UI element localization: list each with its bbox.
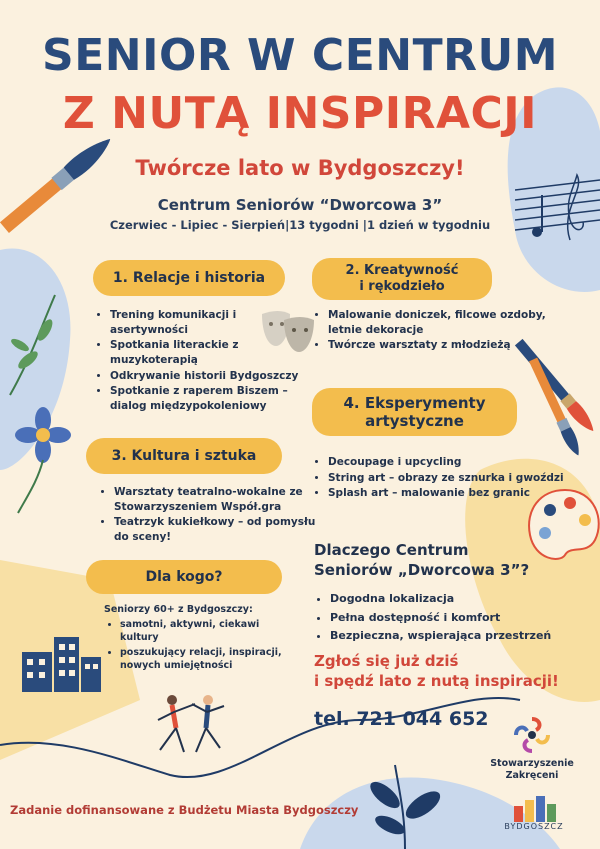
section-eksperymenty-title bbox=[312, 388, 517, 436]
city-logo-text: BYDGOSZCZ bbox=[504, 822, 564, 831]
association-line2: Zakręceni bbox=[505, 770, 559, 782]
section-eksperymenty-list bbox=[312, 455, 568, 502]
list-item: • Spotkanie z raperem Biszem – dialog międzypokoleniowy bbox=[110, 384, 315, 413]
section-kreatywnosc-list bbox=[312, 308, 558, 354]
phone-number[interactable]: tel. 721 044 652 bbox=[314, 708, 489, 730]
association-line1: Stowarzyszenie bbox=[490, 758, 574, 769]
section-kultura-list bbox=[98, 485, 324, 546]
center-name: Centrum Seniorów “Dworcowa 3” bbox=[157, 196, 443, 214]
music-note-icon bbox=[515, 170, 600, 260]
plant-leaves-icon bbox=[355, 755, 455, 849]
cta-line2: i spędź lato z nutą inspiracji! bbox=[314, 671, 559, 690]
list-item: • Teatrzyk kukiełkowy – od pomysłu do sceny! bbox=[114, 515, 324, 544]
city-logo-icon bbox=[512, 796, 560, 822]
section-eksperymenty-title-line2: artystyczne bbox=[365, 412, 464, 430]
dancers-icon bbox=[150, 690, 240, 770]
why-heading bbox=[314, 540, 584, 581]
funding-footer: Zadanie dofinansowane z Budżetu Miasta Bydgoszczy bbox=[10, 803, 359, 817]
list-item: • Pełna dostępność i komfort bbox=[330, 609, 600, 627]
association-name bbox=[484, 758, 580, 783]
list-item: • Warsztaty teatralno-wokalne ze Stowarzyszeniem Współ.gra bbox=[114, 485, 324, 514]
list-item: • samotni, aktywni, ciekawi kultury bbox=[120, 618, 300, 645]
list-item: • Decoupage i upcycling bbox=[328, 455, 568, 470]
list-item: • Twórcze warsztaty z młodzieżą bbox=[328, 338, 558, 353]
call-to-action bbox=[314, 652, 594, 691]
section-dla-kogo-title: Dla kogo? bbox=[86, 560, 282, 594]
cta-line1: Zgłoś się już dziś bbox=[314, 652, 459, 670]
list-item: • poszukujący relacji, inspiracji, nowych umiejętności bbox=[120, 646, 300, 673]
section-kreatywnosc-title-line1: 2. Kreatywność bbox=[345, 263, 459, 279]
schedule: Czerwiec - Lipiec - Sierpień|13 tygodni |1 dzień w tygodniu bbox=[109, 218, 491, 232]
list-item: • Trening komunikacji i asertywności bbox=[110, 308, 315, 337]
why-heading-line1: Dlaczego Centrum bbox=[314, 541, 469, 559]
list-item: • Dogodna lokalizacja bbox=[330, 590, 600, 608]
dla-kogo-intro: Seniorzy 60+ z Bydgoszczy: bbox=[104, 604, 253, 615]
list-item: • Malowanie doniczek, filcowe ozdoby, letnie dekoracje bbox=[328, 308, 558, 337]
title-line-1: SENIOR W CENTRUM bbox=[42, 30, 558, 81]
list-item: • Splash art – malowanie bez granic bbox=[328, 486, 568, 501]
list-item: • String art – obrazy ze sznurka i gwoździ bbox=[328, 471, 568, 486]
list-item: • Spotkania literackie z muzykoterapią bbox=[110, 338, 315, 367]
section-dla-kogo-list bbox=[104, 618, 300, 673]
city-buildings-icon bbox=[22, 632, 102, 692]
section-relacje-list bbox=[94, 308, 315, 415]
subtitle: Twórcze lato w Bydgoszczy! bbox=[135, 156, 465, 180]
section-kreatywnosc-title bbox=[312, 258, 492, 300]
association-logo-icon bbox=[512, 715, 552, 755]
section-relacje-title: 1. Relacje i historia bbox=[93, 260, 285, 296]
why-heading-line2: Seniorów „Dworcowa 3”? bbox=[314, 561, 530, 580]
leaf-icon bbox=[0, 290, 70, 400]
section-kultura-title: 3. Kultura i sztuka bbox=[86, 438, 282, 474]
flower-icon bbox=[8, 405, 73, 515]
list-item: • Odkrywanie historii Bydgoszczy bbox=[110, 369, 315, 384]
list-item: • Bezpieczna, wspierająca przestrzeń bbox=[330, 627, 600, 645]
section-eksperymenty-title-line1: 4. Eksperymenty bbox=[343, 394, 486, 412]
why-list bbox=[314, 590, 600, 646]
title-line-2: Z NUTĄ INSPIRACJI bbox=[62, 88, 538, 139]
section-kreatywnosc-title-line2: i rękodzieło bbox=[359, 279, 445, 294]
